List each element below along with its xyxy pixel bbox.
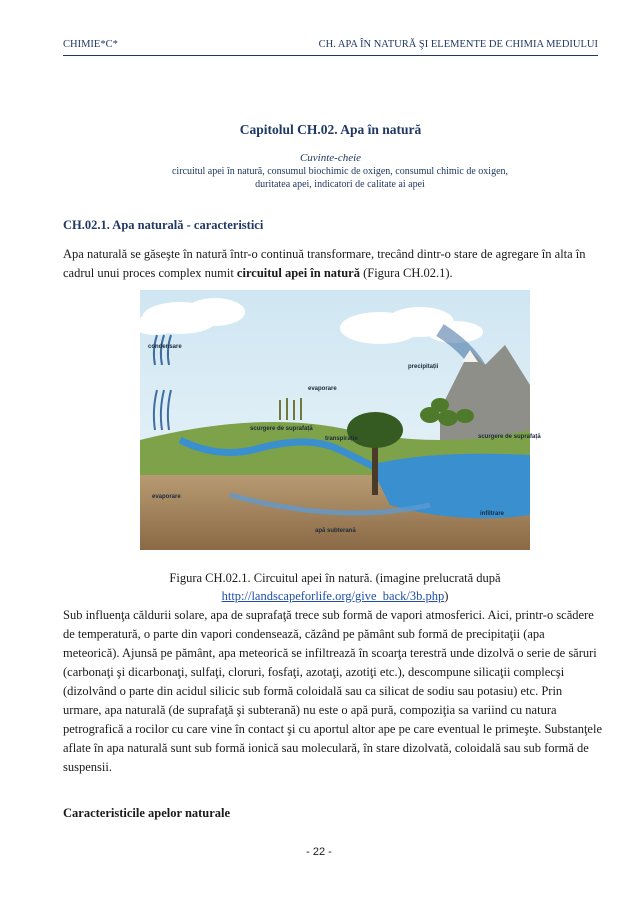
page-header <box>63 35 598 56</box>
intro-text-start: Apa naturală se găseşte în natură într-o continuă transformare, trecând dintr-o stare de agregare în alta în cadrul unui proces complex numit <box>63 247 586 280</box>
keywords-text: circuitul apei în natură, consumul biochimic de oxigen, consumul chimic de oxigen, duritatea apei, indicatori de calitate ai apei <box>171 166 509 190</box>
water-cycle-illustration <box>140 290 541 550</box>
intro-paragraph <box>63 245 603 283</box>
keywords-title: Cuvinte-cheie <box>299 152 362 164</box>
caption-end: ) <box>444 589 449 603</box>
section-heading: CH.02.1. Apa naturală - caracteristici <box>63 218 264 232</box>
header-left: CHIMIE*C* <box>63 39 118 50</box>
caption-link[interactable]: http://landscapeforlife.org/give_back/3b.php <box>221 589 445 603</box>
label-surface-runoff-right: scurgere de suprafață <box>478 434 541 440</box>
body-paragraph: Sub influenţa căldurii solare, apa de suprafaţă trece sub formă de vapori atmosferici. Aici, printr-o scădere de temperatură, o parte din vapori condensează, căzând pe pământ sub formă de precipitaţii (apa meteorică). Ajunsă pe pământ, apa meteorică se infiltrează în scoarţa terestră unde dizolvă o serie de săruri (carbonaţi şi dicarbonaţi, sulfaţi, cloruri, fosfaţi, azotaţi, azotiţi etc.), descompune silicaţii complecşi (dizolvând o parte din acidul silicic sub formă coloidală sau ca silicat de sodiu sau potasiu) etc. Prin urmare, apa naturală (de suprafaţă şi subterană) nu este o apă pură, compoziţia sa variind cu natura petrografică a rocilor cu care vine în contact şi cu aportul altor ape pe care eventual le primeşte. Substanţele aflate în apa naturală sunt sub formă ionică sau moleculară, în stare dizolvată, coloidală sau sub formă de suspensii. <box>63 608 602 774</box>
label-evaporation-left: evaporare <box>152 494 181 500</box>
intro-text-bold: circuitul apei în natură <box>236 266 360 280</box>
chapter-title: Capitolul CH.02. Apa în natură <box>239 122 422 137</box>
water-cycle-figure <box>140 290 541 550</box>
label-condensation: condensare <box>148 344 182 350</box>
page-number: - 22 - <box>306 846 332 858</box>
subsection-heading: Caracteristicile apelor naturale <box>63 806 231 820</box>
caption-text: Figura CH.02.1. Circuitul apei în natură. (imagine prelucrată după <box>169 571 501 585</box>
label-groundwater: apă subterană <box>315 528 356 534</box>
label-precipitation: precipitații <box>408 364 439 370</box>
label-surface-runoff-left: scurgere de suprafață <box>250 426 313 432</box>
label-evaporation-top: evaporare <box>308 386 337 392</box>
label-infiltration: infiltrare <box>480 511 505 517</box>
figure-caption <box>140 569 530 605</box>
label-transpiration: transpirație <box>325 436 358 442</box>
intro-text-end: (Figura CH.02.1). <box>359 266 453 280</box>
header-right: CH. APA ÎN NATURĂ ŞI ELEMENTE DE CHIMIA MEDIULUI <box>318 39 598 50</box>
